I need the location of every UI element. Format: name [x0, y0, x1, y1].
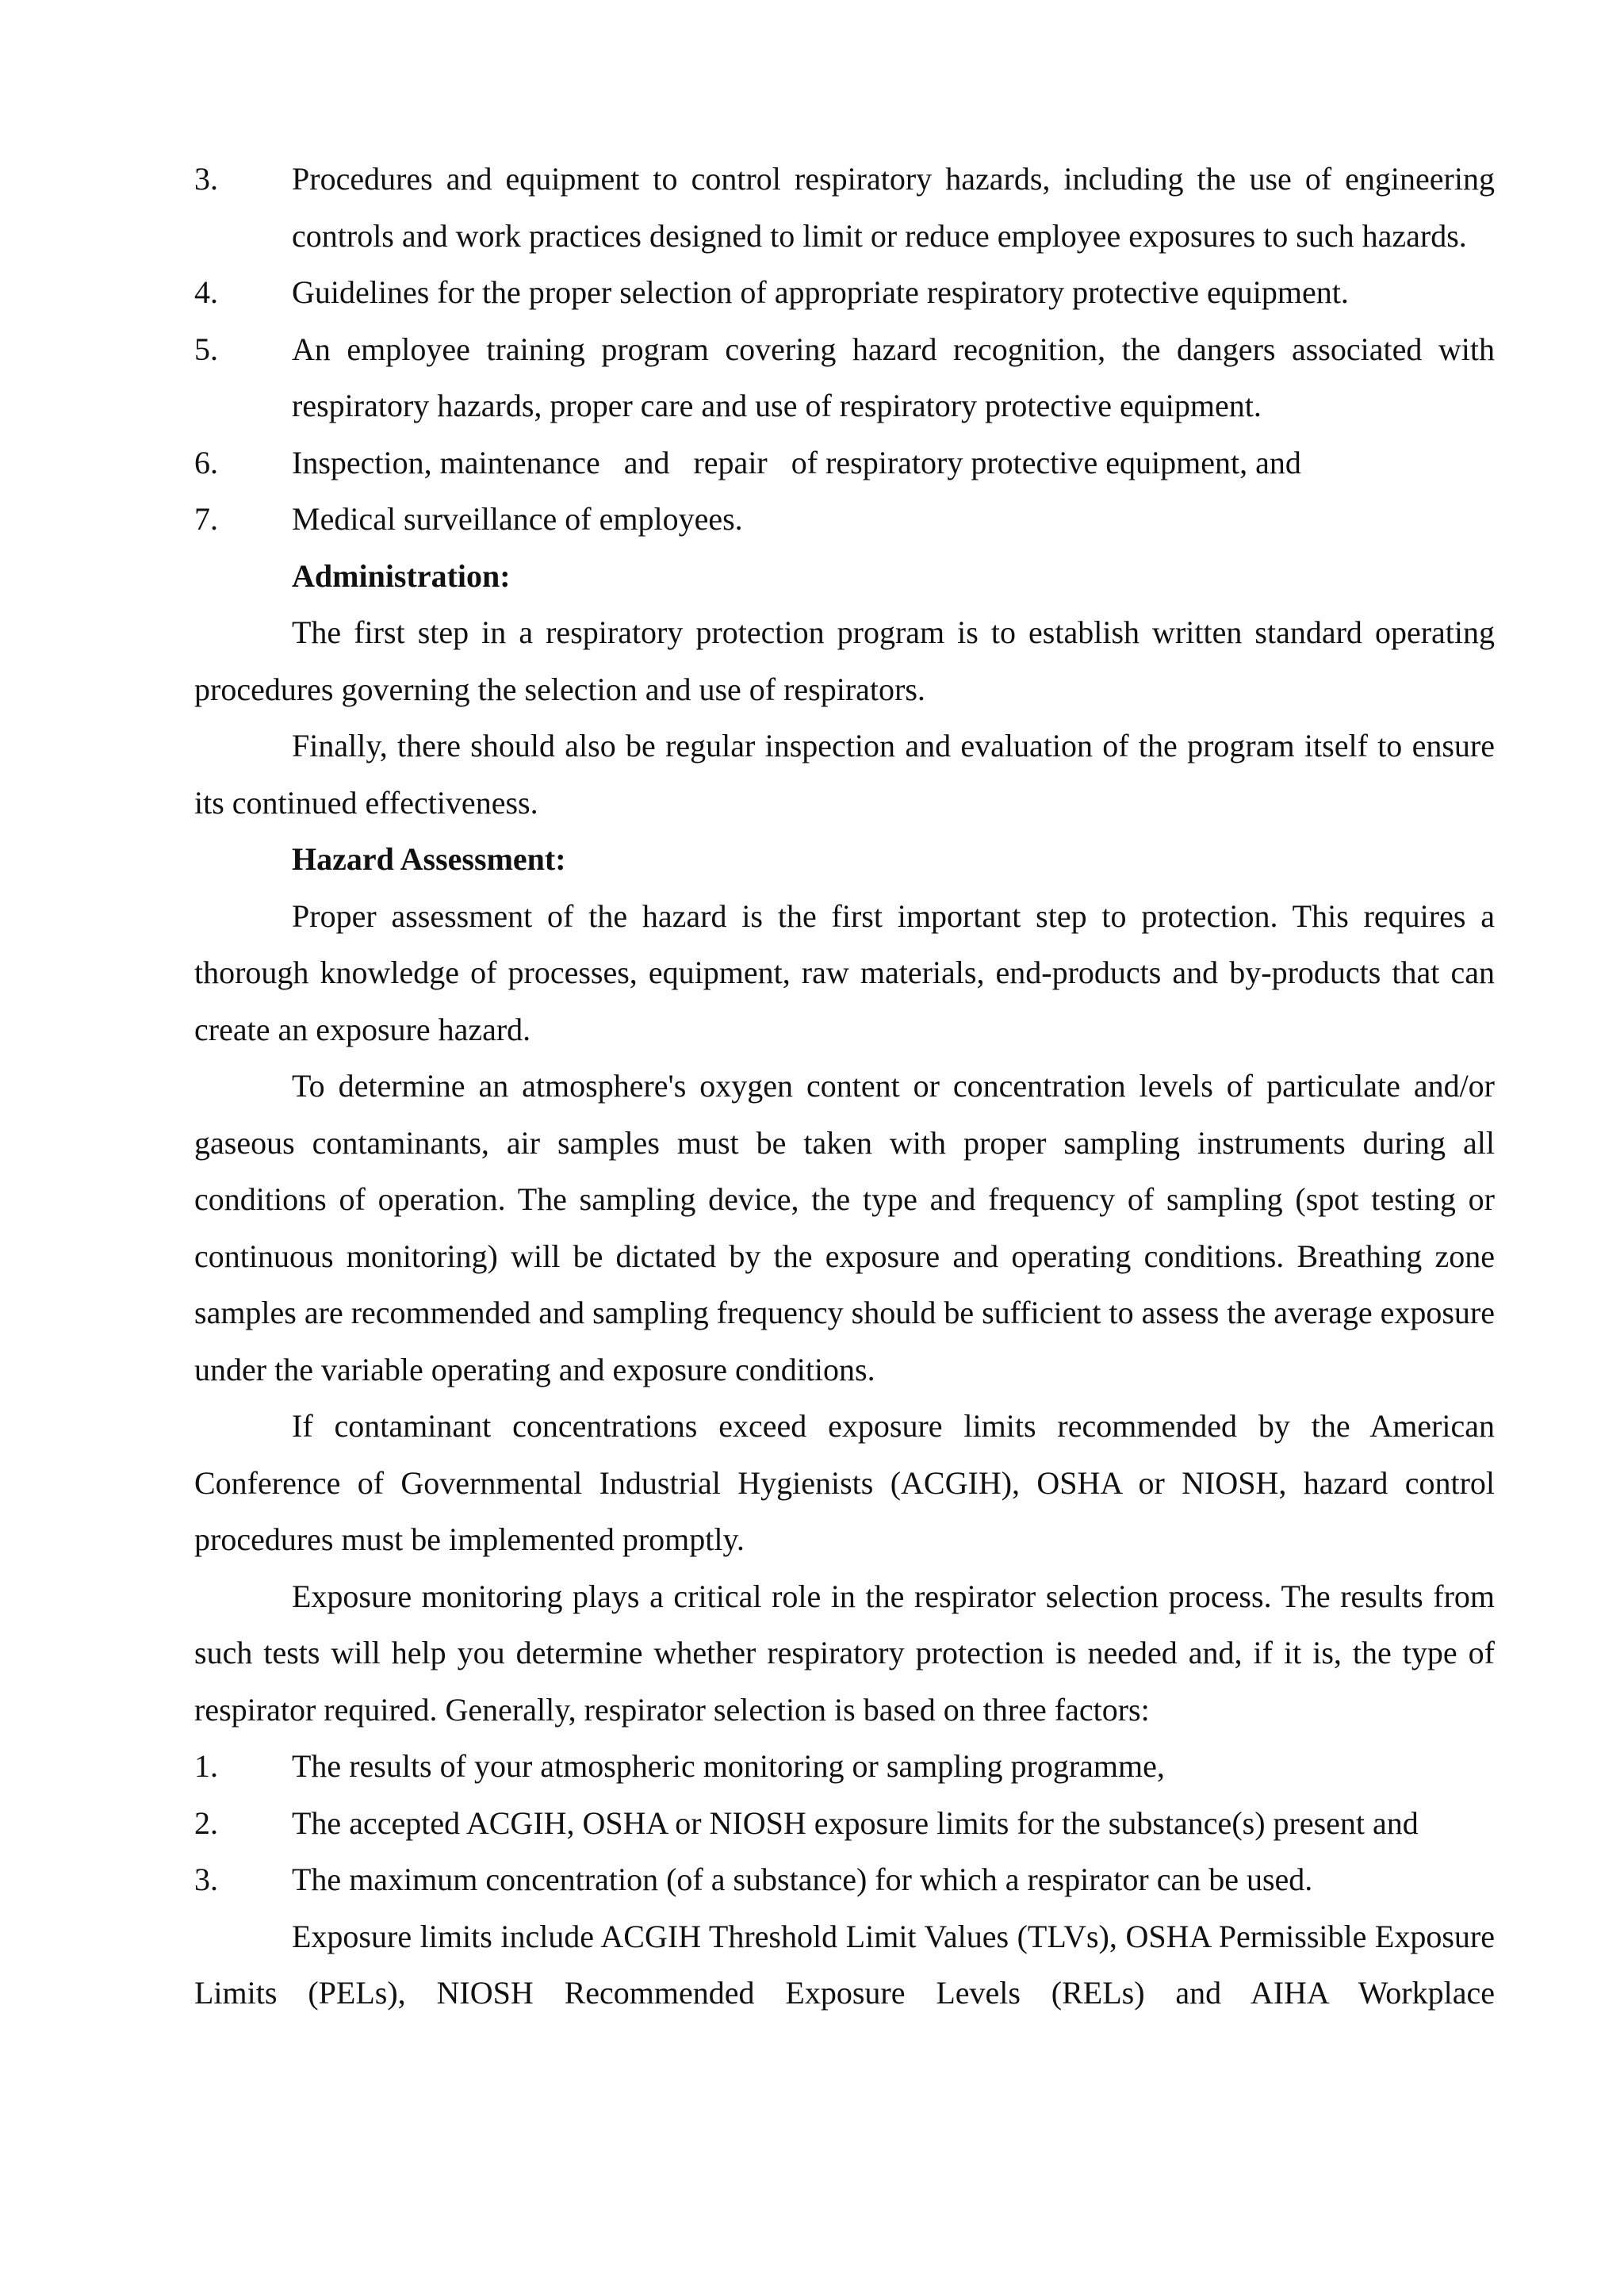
- list-text: An employee training program covering hazard recognition, the dangers associated with respiratory hazards, proper care and use of respiratory protective equipment.: [292, 331, 1495, 423]
- list-number: 4.: [194, 274, 218, 310]
- list-text: Procedures and equipment to control respiratory hazards, including the use of engineering controls and work practices designed to limit or reduce employee exposures to such hazards.: [292, 161, 1495, 254]
- paragraph: Exposure limits include ACGIH Threshold Limit Values (TLVs), OSHA Permissible Exposure Limits (PELs), NIOSH Recommended Exposure Levels (RELs) and AIHA Workplace: [194, 1918, 1495, 2011]
- section-heading-administration: Administration:: [292, 557, 511, 594]
- list-item: [194, 491, 1495, 548]
- list-text: Medical surveillance of employees.: [292, 501, 743, 537]
- paragraph: Finally, there should also be regular inspection and evaluation of the program itself to ensure its continued effectiveness.: [194, 728, 1495, 821]
- list-item: [194, 264, 1495, 321]
- paragraph: If contaminant concentrations exceed exposure limits recommended by the American Conference of Governmental Industrial Hygienists (ACGIH), OSHA or NIOSH, hazard control procedures must be implemented promptly.: [194, 1408, 1495, 1557]
- list-item: [194, 1851, 1495, 1908]
- list-number: 3.: [194, 1862, 218, 1897]
- section-heading-hazard-assessment: Hazard Assessment:: [292, 841, 566, 877]
- paragraph: Exposure monitoring plays a critical role in the respirator selection process. The results from such tests will help you determine whether respiratory protection is needed and, if it is, the type of respirator required. Generally, respirator selection is based on three factors:: [194, 1578, 1495, 1728]
- list-number: 3.: [194, 161, 218, 197]
- list-text: The results of your atmospheric monitoring or sampling programme,: [292, 1748, 1165, 1784]
- list-item: [194, 1795, 1495, 1852]
- list-text: The maximum concentration (of a substance) for which a respirator can be used.: [292, 1862, 1313, 1897]
- list-number: 1.: [194, 1748, 218, 1784]
- list-text: Inspection, maintenance and repair of respiratory protective equipment, and: [292, 444, 1301, 480]
- list-item: [194, 1738, 1495, 1795]
- list-item: [194, 151, 1495, 264]
- list-number: 5.: [194, 331, 218, 367]
- document-page: [194, 151, 1495, 2022]
- list-number: 6.: [194, 444, 218, 480]
- list-text: Guidelines for the proper selection of appropriate respiratory protective equipment.: [292, 274, 1349, 310]
- list-number: 7.: [194, 501, 218, 537]
- list-text: The accepted ACGIH, OSHA or NIOSH exposure limits for the substance(s) present and: [292, 1804, 1419, 1841]
- list-number: 2.: [194, 1804, 218, 1841]
- list-item: [194, 434, 1495, 492]
- list-item: [194, 321, 1495, 434]
- paragraph: The first step in a respiratory protection program is to establish written standard operating procedures governing the selection and use of respirators.: [194, 614, 1495, 707]
- paragraph: Proper assessment of the hazard is the first important step to protection. This requires a thorough knowledge of processes, equipment, raw materials, end-products and by-products that can create an exposure hazard.: [194, 897, 1495, 1047]
- paragraph: To determine an atmosphere's oxygen content or concentration levels of particulate and/or gaseous contaminants, air samples must be taken with proper sampling instruments during all conditions of operation. The sampling device, the type and frequency of sampling (spot testing or continuous monitoring) will be dictated by the exposure and operating conditions. Breathing zone samples are recommended and sampling frequency should be sufficient to assess the average exposure under the variable operating and exposure conditions.: [194, 1068, 1495, 1387]
